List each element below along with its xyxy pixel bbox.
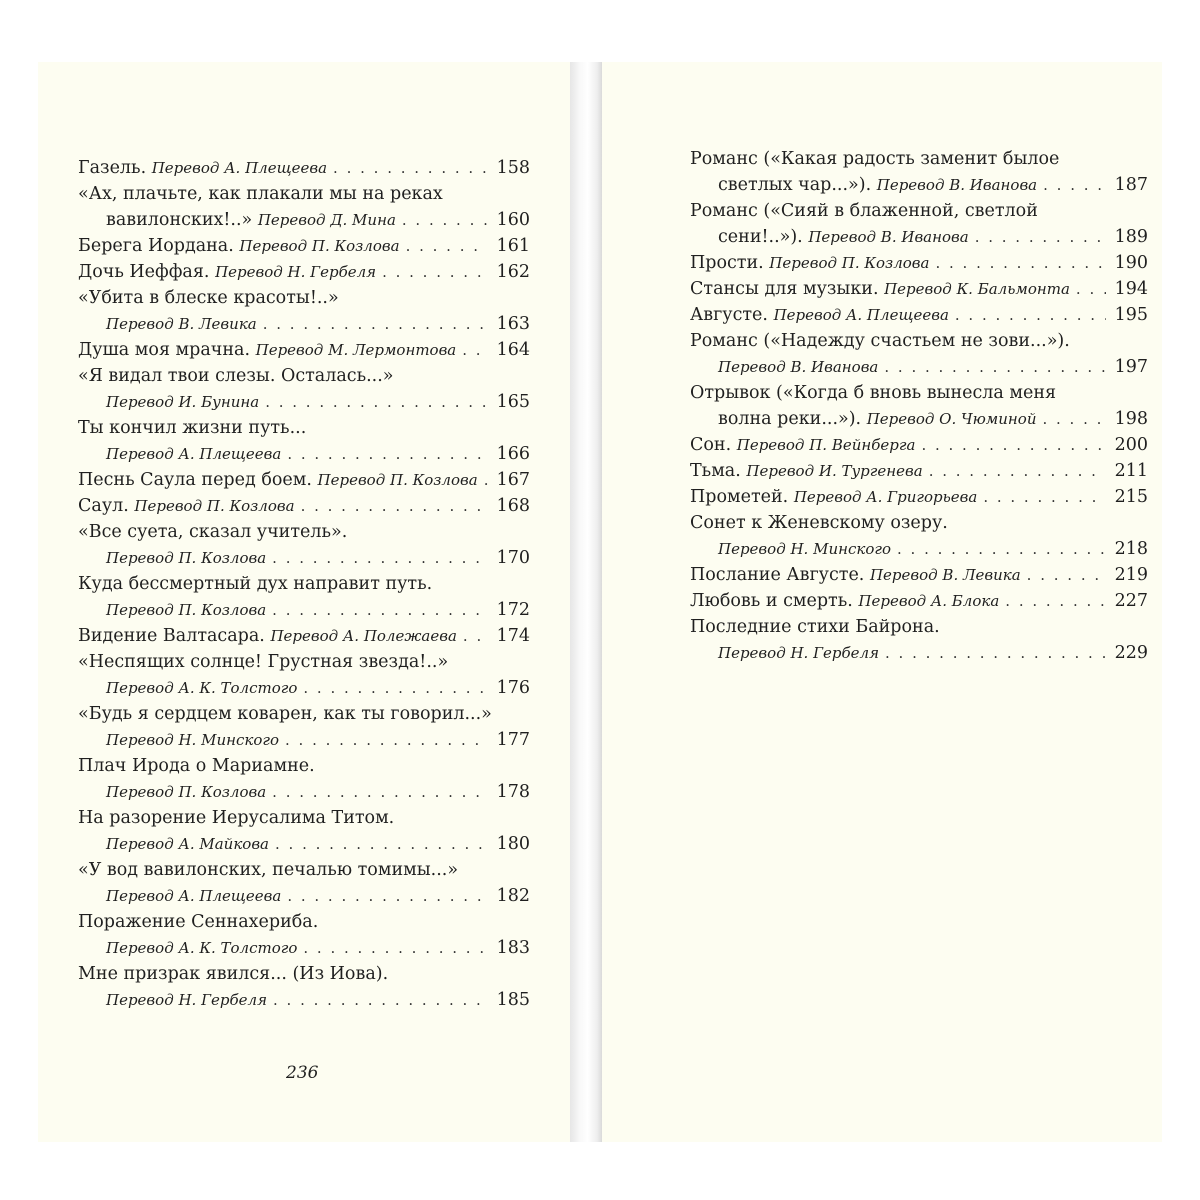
entry-page-number: 227 bbox=[1114, 591, 1148, 611]
entry-title: Плач Ирода о Мариамне. bbox=[78, 756, 315, 776]
entry-page-number: 197 bbox=[1114, 357, 1148, 377]
toc-list-right bbox=[690, 146, 1148, 666]
left-page bbox=[38, 62, 570, 1142]
entry-page-number: 176 bbox=[496, 678, 530, 698]
entry-title: Куда бессмертный дух направит путь. bbox=[78, 574, 433, 594]
entry-title-continued: сени!..»). bbox=[718, 227, 803, 247]
entry-page-number: 211 bbox=[1114, 461, 1148, 481]
toc-entry bbox=[78, 233, 530, 259]
toc-entry bbox=[78, 753, 530, 805]
book-spread bbox=[38, 62, 1162, 1142]
entry-page-number: 167 bbox=[496, 470, 530, 490]
entry-title: «Убита в блеске красоты!..» bbox=[78, 288, 339, 308]
entry-title: Послание Августе. bbox=[690, 565, 865, 585]
entry-page-number: 215 bbox=[1114, 487, 1148, 507]
entry-translator: Перевод В. Левика bbox=[869, 566, 1021, 584]
entry-translator: Перевод П. Козлова bbox=[134, 497, 295, 515]
toc-entry bbox=[78, 493, 530, 519]
entry-translator: Перевод П. Вейнберга bbox=[736, 436, 916, 454]
entry-translator: Перевод М. Лермонтова bbox=[255, 341, 457, 359]
toc-entry bbox=[78, 155, 530, 181]
entry-translator: Перевод А. Плещеева bbox=[106, 887, 282, 905]
toc-entry bbox=[690, 302, 1148, 328]
entry-title: Августе. bbox=[690, 305, 768, 325]
toc-entry bbox=[78, 961, 530, 1013]
entry-translator: Перевод В. Иванова bbox=[718, 358, 879, 376]
entry-translator: Перевод А. К. Толстого bbox=[106, 679, 298, 697]
toc-entry bbox=[690, 562, 1148, 588]
toc-entry bbox=[78, 363, 530, 415]
toc-entry bbox=[690, 614, 1148, 666]
entry-title: «Я видал твои слезы. Осталась...» bbox=[78, 366, 394, 386]
entry-translator: Перевод П. Козлова bbox=[106, 783, 267, 801]
right-page bbox=[602, 62, 1162, 1142]
entry-title: Ты кончил жизни путь... bbox=[78, 418, 307, 438]
entry-page-number: 189 bbox=[1114, 227, 1148, 247]
entry-page-number: 165 bbox=[496, 392, 530, 412]
toc-entry bbox=[690, 458, 1148, 484]
entry-translator: Перевод А. Плещеева bbox=[773, 306, 949, 324]
entry-page-number: 178 bbox=[496, 782, 530, 802]
entry-title: Последние стихи Байрона. bbox=[690, 617, 940, 637]
entry-translator: Перевод Н. Минского bbox=[106, 731, 279, 749]
toc-entry bbox=[78, 285, 530, 337]
entry-title: Отрывок («Когда б вновь вынесла меня bbox=[690, 383, 1057, 403]
toc-entry bbox=[78, 909, 530, 961]
toc-entry bbox=[690, 432, 1148, 458]
book-gutter bbox=[570, 62, 602, 1142]
entry-translator: Перевод П. Козлова bbox=[769, 254, 930, 272]
entry-title: На разорение Иерусалима Титом. bbox=[78, 808, 395, 828]
toc-entry bbox=[690, 250, 1148, 276]
toc-entry bbox=[690, 198, 1148, 250]
entry-page-number: 161 bbox=[496, 236, 530, 256]
entry-page-number: 219 bbox=[1114, 565, 1148, 585]
toc-entry bbox=[690, 146, 1148, 198]
toc-entry bbox=[78, 519, 530, 571]
entry-page-number: 166 bbox=[496, 444, 530, 464]
entry-translator: Перевод П. Козлова bbox=[106, 601, 267, 619]
toc-entry bbox=[690, 276, 1148, 302]
toc-entry bbox=[690, 510, 1148, 562]
entry-title: Мне призрак явился... (Из Иова). bbox=[78, 964, 389, 984]
entry-title: «Неспящих солнце! Грустная звезда!..» bbox=[78, 652, 449, 672]
entry-translator: Перевод А. Блока bbox=[858, 592, 1000, 610]
entry-title-continued: вавилонских!..» bbox=[106, 210, 253, 230]
entry-title: Прости. bbox=[690, 253, 764, 273]
entry-translator: Перевод А. Плещеева bbox=[151, 159, 328, 177]
entry-page-number: 182 bbox=[496, 886, 530, 906]
entry-page-number: 174 bbox=[496, 626, 530, 646]
entry-title: Романс («Надежду счастьем не зови...»). bbox=[690, 331, 1070, 351]
entry-translator: Перевод В. Левика bbox=[106, 315, 257, 333]
entry-translator: Перевод В. Иванова bbox=[808, 228, 969, 246]
entry-page-number: 190 bbox=[1114, 253, 1148, 273]
entry-translator: Перевод Н. Гербеля bbox=[718, 644, 880, 662]
entry-title-continued: светлых чар...»). bbox=[718, 175, 872, 195]
entry-title: «Будь я сердцем коварен, как ты говорил...» bbox=[78, 704, 492, 724]
entry-page-number: 172 bbox=[496, 600, 530, 620]
toc-entry bbox=[78, 415, 530, 467]
entry-title: Стансы для музыки. bbox=[690, 279, 879, 299]
entry-page-number: 160 bbox=[496, 210, 530, 230]
entry-title: «У вод вавилонских, печалью томимы...» bbox=[78, 860, 459, 880]
toc-entry bbox=[78, 467, 530, 493]
entry-title: Прометей. bbox=[690, 487, 789, 507]
entry-translator: Перевод П. Козлова bbox=[239, 237, 400, 255]
entry-translator: Перевод Н. Гербеля bbox=[106, 991, 268, 1009]
entry-page-number: 195 bbox=[1114, 305, 1148, 325]
entry-page-number: 170 bbox=[496, 548, 530, 568]
entry-title: Видение Валтасара. bbox=[78, 626, 265, 646]
entry-title: Берега Иордана. bbox=[78, 236, 234, 256]
entry-page-number: 218 bbox=[1114, 539, 1148, 559]
entry-translator: Перевод А. К. Толстого bbox=[106, 939, 298, 957]
toc-entry bbox=[78, 805, 530, 857]
entry-title: «Все суета, сказал учитель». bbox=[78, 522, 348, 542]
entry-page-number: 180 bbox=[496, 834, 530, 854]
toc-entry bbox=[78, 649, 530, 701]
entry-page-number: 194 bbox=[1114, 279, 1148, 299]
toc-entry bbox=[690, 380, 1148, 432]
page-folio: 236 bbox=[286, 1063, 319, 1083]
entry-page-number: 187 bbox=[1114, 175, 1148, 195]
entry-title: Романс («Какая радость заменит былое bbox=[690, 149, 1060, 169]
toc-entry bbox=[78, 337, 530, 363]
toc-list-left bbox=[78, 155, 530, 1013]
entry-translator: Перевод Н. Минского bbox=[718, 540, 891, 558]
entry-title: Тьма. bbox=[690, 461, 741, 481]
entry-translator: Перевод А. Григорьева bbox=[793, 488, 978, 506]
entry-page-number: 198 bbox=[1114, 409, 1148, 429]
entry-page-number: 185 bbox=[496, 990, 530, 1010]
entry-translator: Перевод И. Бунина bbox=[106, 393, 260, 411]
toc-entry bbox=[690, 588, 1148, 614]
entry-title: Любовь и смерть. bbox=[690, 591, 853, 611]
entry-translator: Перевод В. Иванова bbox=[876, 176, 1038, 194]
entry-translator: Перевод О. Чюминой bbox=[866, 410, 1037, 428]
entry-page-number: 168 bbox=[496, 496, 530, 516]
entry-page-number: 163 bbox=[496, 314, 530, 334]
entry-title: Газель. bbox=[78, 158, 147, 178]
toc-entry bbox=[78, 701, 530, 753]
entry-page-number: 162 bbox=[496, 262, 530, 282]
entry-title: Душа моя мрачна. bbox=[78, 340, 251, 360]
entry-title: Дочь Иеффая. bbox=[78, 262, 210, 282]
entry-title: Саул. bbox=[78, 496, 129, 516]
entry-translator: Перевод А. Плещеева bbox=[106, 445, 282, 463]
entry-page-number: 177 bbox=[496, 730, 530, 750]
toc-entry bbox=[78, 571, 530, 623]
entry-translator: Перевод А. Полежаева bbox=[270, 627, 457, 645]
entry-title: Песнь Саула перед боем. bbox=[78, 470, 312, 490]
toc-entry bbox=[78, 857, 530, 909]
entry-title: Поражение Сеннахериба. bbox=[78, 912, 319, 932]
entry-title: Сон. bbox=[690, 435, 732, 455]
entry-title: Романс («Сияй в блаженной, светлой bbox=[690, 201, 1038, 221]
entry-translator: Перевод И. Тургенева bbox=[746, 462, 923, 480]
toc-entry bbox=[78, 623, 530, 649]
entry-translator: Перевод К. Бальмонта bbox=[884, 280, 1070, 298]
entry-title: Сонет к Женевскому озеру. bbox=[690, 513, 948, 533]
entry-translator: Перевод П. Козлова bbox=[106, 549, 267, 567]
entry-page-number: 158 bbox=[496, 158, 530, 178]
entry-page-number: 183 bbox=[496, 938, 530, 958]
entry-translator: Перевод А. Майкова bbox=[106, 835, 269, 853]
entry-page-number: 200 bbox=[1114, 435, 1148, 455]
entry-translator: Перевод Д. Мина bbox=[257, 211, 396, 229]
entry-translator: Перевод Н. Гербеля bbox=[215, 263, 377, 281]
entry-title: «Ах, плачьте, как плакали мы на реках bbox=[78, 184, 443, 204]
toc-entry bbox=[78, 181, 530, 233]
entry-page-number: 164 bbox=[496, 340, 530, 360]
toc-entry bbox=[690, 328, 1148, 380]
entry-translator: Перевод П. Козлова bbox=[317, 471, 478, 489]
toc-entry bbox=[78, 259, 530, 285]
toc-entry bbox=[690, 484, 1148, 510]
entry-page-number: 229 bbox=[1114, 643, 1148, 663]
entry-title-continued: волна реки...»). bbox=[718, 409, 862, 429]
